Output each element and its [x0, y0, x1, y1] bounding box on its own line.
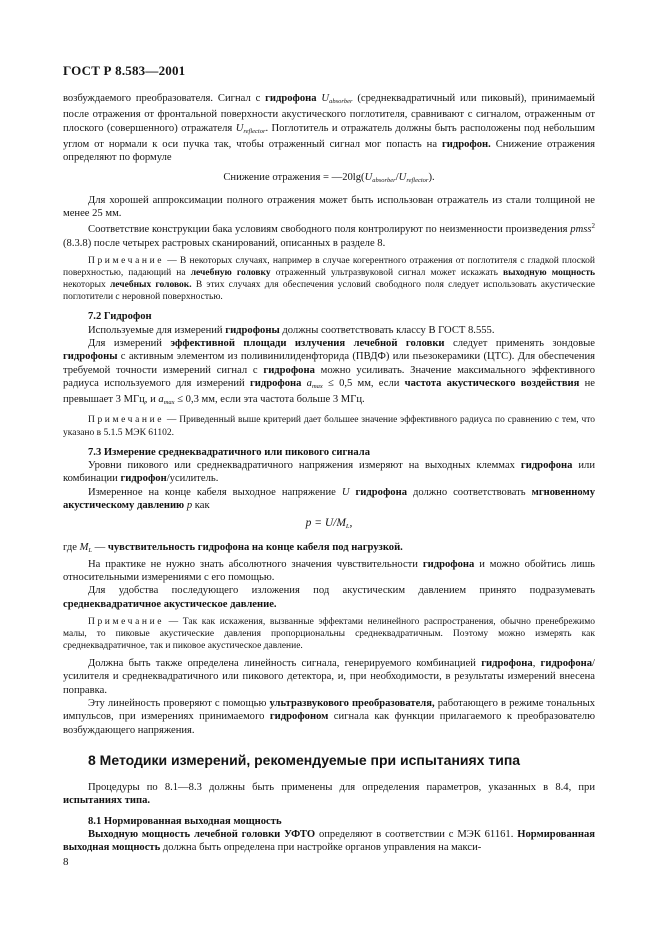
note: Примечание — Приведенный выше критерий дает большее значение эффективного радиуса по сравнению с тем, что указано в 5.1.5 МЭК 61102.	[63, 415, 595, 438]
paragraph: Соответствие конструкции бака условиям свободного поля контролируют по неизменности произведения pmss$^2$ (8.3.8) после четырех растровых сканирований, описанных в разделе 8.	[63, 222, 595, 249]
paragraph: где $M_L$ — чувствительность гидрофона на конце кабеля под нагрузкой.	[63, 542, 403, 555]
paragraph: Используемые для измерений гидрофоны должны соответствовать классу В ГОСТ 8.555.	[88, 324, 495, 336]
paragraph: возбуждаемого преобразователя. Сигнал с гидрофона $U_{absorber}$ (среднеквадратичный или пиковый), принимаемый после отражения от фронтальной поверхности акустического поглотителя, сравнивают с сигналом, отраженным от плоского (совершенного) отражателя $U_{reflector}$. Поглотитель и отражатель должны быть расположены под небольшим углом от нормали к оси пучка так, чтобы отраженный сигнал мог попасть на гидрофон. Снижение отражения определяют по формуле	[63, 93, 595, 164]
paragraph: Для измерений эффективной площади излучения лечебной головки следует применять зондовые гидрофоны с активным элементом из поливинилиденфторида (ПВДФ) или пьезокерамики (ЦТС). Для обеспечения требуемой точности измерений сигнал с гидрофона можно усиливать. Значение максимального эффективного радиуса используемого для измерений гидрофона $a_{max} \le 0,5$ мм, если частота акустического воздействия не превышает 3 МГц, и $a_{max} \le 0,3$ мм, если эта частота больше 3 МГц.	[63, 337, 595, 407]
formula: Снижение отражения = $—20\lg(U_{absorber}/U_{reflector})$.	[223, 172, 435, 185]
paragraph: Измеренное на конце кабеля выходное напряжение U гидрофона должно соответствовать мгновенному акустическому давлению p как	[63, 486, 596, 511]
paragraph: Должна быть также определена линейность сигнала, генерируемого комбинацией гидрофона, гидрофона/усилителя и среднеквадратичного или пикового детектора, и, при необходимости, в результаты измерений внесена поправка.	[63, 658, 595, 696]
page-header: ГОСТ Р 8.583—2001	[63, 63, 186, 78]
note: Примечание — В некоторых случаях, например в случае когерентного отражения от поглотителя с гладкой плоской поверхностью, падающий на лечебную головку отраженный ультразвуковой сигнал может искажать выходную мощность некоторых лечебных головок. В этих случаях для обеспечения условий свободного поля следует использовать акустические поглотители с неровной поверхностью.	[63, 255, 596, 303]
paragraph: Эту линейность проверяют с помощью ультразвукового преобразователя, работающего в режиме тональных импульсов, при измерениях принимаемого гидрофоном сигнала как функции прилагаемого к преобразователю возбуждающего напряжения.	[63, 698, 595, 736]
paragraph: Процедуры по 8.1—8.3 должны быть применены для определения параметров, указанных в 8.4, при испытаниях типа.	[63, 781, 595, 807]
paragraph: Выходную мощность лечебной головки УФТО определяют в соответствии с МЭК 61161. Нормированная выходная мощность должна быть определена при настройке органов управления на макси-	[63, 828, 595, 854]
paragraph: Для хорошей аппроксимации полного отражения может быть использован отражатель из стали толщиной не менее 25 мм.	[63, 194, 595, 220]
paragraph: Уровни пикового или среднеквадратичного напряжения измеряют на выходных клеммах гидрофона или комбинации гидрофон/усилитель.	[63, 459, 595, 485]
chapter-heading: 8 Методики измерений, рекомендуемые при испытаниях типа	[88, 751, 521, 768]
paragraph: Для удобства последующего изложения под акустическим давлением принято подразумевать среднеквадратичное акустическое давление.	[63, 585, 595, 610]
section-heading: 7.2 Гидрофон	[88, 311, 152, 323]
formula: $p = U/M_L$,	[305, 517, 353, 531]
paragraph: На практике не нужно знать абсолютного значения чувствительности гидрофона и можно обойтись лишь относительными измерениями с его помощью.	[63, 558, 595, 583]
note: Примечание — Так как искажения, вызванные эффектами нелинейного распространения, обычно пренебрежимо малы, то пиковые акустические давления пропорциональны среднеквадратичным. Поэтому можно измерять как среднеквадратичное, так и пиковое акустическое давление.	[63, 616, 595, 652]
page-number: 8	[63, 856, 69, 868]
section-heading: 7.3 Измерение среднеквадратичного или пикового сигнала	[88, 446, 370, 458]
page-body	[63, 92, 595, 854]
section-heading: 8.1 Нормированная выходная мощность	[88, 815, 282, 827]
